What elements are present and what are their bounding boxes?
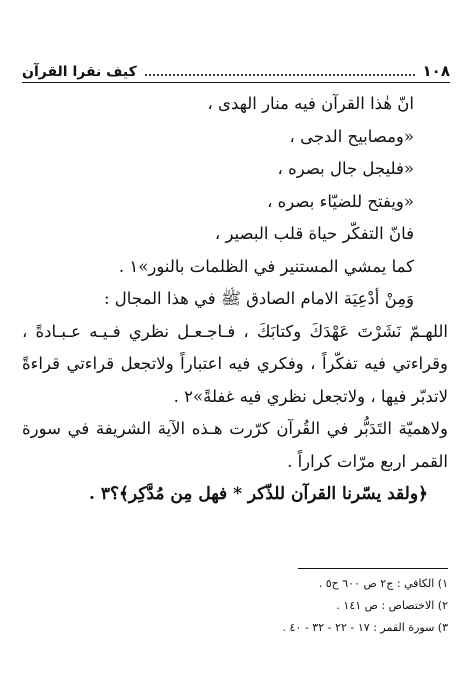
footnote-separator [298, 568, 448, 569]
main-text [22, 88, 448, 511]
page-number: ١٠٨ [422, 62, 450, 80]
footnote: ١) الكافي : ج٢ ص ٦٠٠ ح٥ . [318, 577, 448, 590]
footnote: ٢) الاختصاص : ص ١٤١ . [336, 599, 448, 612]
text-line: انّ هٰذا القرآن فيه منار الهدى ، [207, 94, 414, 113]
running-header [22, 56, 450, 83]
text-line: كما يمشي المستنير في الظلمات بالنور»١ . [118, 256, 414, 276]
quranic-verse: ﴿ولقد يسّرنا القرآن للذّكر * فهل مِن مُدَّكِر﴾؟٣ . [88, 484, 428, 504]
text-line: القمر اربع مرّات كراراً . [287, 451, 448, 471]
text-line: وَمِنْ أدْعِيَة الامام الصادق ﷺ في هذا المجال : [104, 289, 414, 308]
running-title: كيف نقرا القرآن [22, 64, 137, 80]
text-line: ولاهميّة التَدَبُّر في القُرآن كرّرت هـذه الآية الشريفة في سورة [22, 419, 448, 438]
text-line: فانّ التفكّر حياة قلب البصير ، [214, 224, 414, 243]
footnote: ٣) سورة القمر : ١٧ - ٢٢ - ٣٢ - ٤٠ . [282, 621, 448, 634]
text-line: «فليجل جال بصره ، [277, 159, 414, 178]
text-line: وقراءتي فيه تفكّراً ، وفكري فيه اعتباراً ولاتجعل قراءتي قراءةً [22, 354, 448, 373]
header-dotted-leader [145, 74, 415, 76]
footnotes [22, 568, 448, 639]
text-line: «ومصابيح الدجى ، [289, 126, 414, 146]
text-line: اللهـمّ نَشَرْتَ عَهْدَكَ وكتابَكَ ، فـاجـعـل نظري فـيـه عـبـادةً ، [22, 321, 448, 341]
text-line: لاتدبّر فيها ، ولاتجعل نظري فيه غفلةً»٢ . [173, 386, 448, 406]
text-line: «ويفتح للضيّاء بصره ، [267, 191, 414, 211]
